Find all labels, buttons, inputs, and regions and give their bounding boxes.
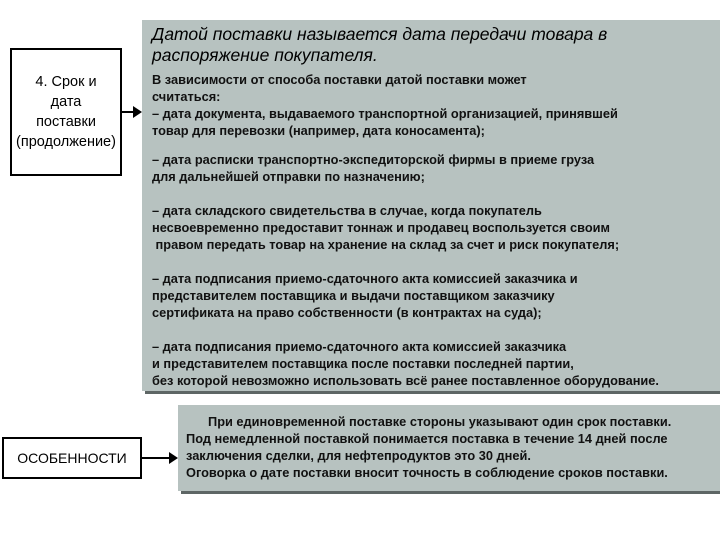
paragraph-line: – дата подписания приемо-сдаточного акта комиссией заказчика xyxy=(152,339,567,354)
section-label-line: поставки xyxy=(36,114,96,130)
features-line: Под немедленной поставкой понимается поставка в течение 14 дней после xyxy=(186,431,668,446)
paragraph-line: считаться: xyxy=(152,89,221,104)
features-label: ОСОБЕННОСТИ xyxy=(17,450,127,466)
section-label xyxy=(16,72,116,152)
heading-line: Датой поставки называется дата передачи товара в xyxy=(152,24,608,44)
section-label-line: дата xyxy=(50,94,82,110)
main-content-panel xyxy=(142,20,720,391)
arrow-right-icon xyxy=(169,452,178,464)
paragraph-line: для дальнейшей отправки по назначению; xyxy=(152,169,425,184)
paragraph-line: и представителем поставщика после поставки последней партии, xyxy=(152,356,574,371)
paragraph-line: без которой невозможно использовать всё ранее поставленное оборудование. xyxy=(152,373,659,388)
section-label-box xyxy=(10,48,122,176)
paragraph-acceptance-equipment xyxy=(152,338,720,389)
paragraph-warehouse xyxy=(152,202,720,253)
section-label-line: 4. Срок и xyxy=(35,74,97,90)
paragraph-line: – дата документа, выдаваемого транспортной организацией, принявшей xyxy=(152,106,618,121)
paragraph-intro xyxy=(152,71,720,139)
paragraph-line: несвоевременно предоставит тоннаж и продавец воспользуется своим xyxy=(152,220,611,235)
paragraph-line: сертификата на право собственности (в контрактах на суда); xyxy=(152,305,542,320)
paragraph-acceptance-ships xyxy=(152,270,720,321)
heading-line: распоряжение покупателя. xyxy=(152,45,378,65)
arrow-right-icon xyxy=(133,106,142,118)
features-line: При единовременной поставке стороны указывают один срок поставки. xyxy=(208,414,672,429)
section-label-line: (продолжение) xyxy=(16,134,116,150)
paragraph-line: – дата подписания приемо-сдаточного акта комиссией заказчика и xyxy=(152,271,578,286)
paragraph-line: товар для перевозки (например, дата коносамента); xyxy=(152,123,485,138)
features-label-box xyxy=(2,437,142,479)
features-line: Оговорка о дате поставки вносит точность в соблюдение сроков поставки. xyxy=(186,465,668,480)
paragraph-line: В зависимости от способа поставки датой поставки может xyxy=(152,72,527,87)
paragraph-line: правом передать товар на хранение на склад за счет и риск покупателя; xyxy=(152,237,620,252)
paragraph-receipt xyxy=(152,151,720,185)
features-line: заключения сделки, для нефтепродуктов это 30 дней. xyxy=(186,448,531,463)
paragraph-line: представителем поставщика и выдачи поставщиком заказчику xyxy=(152,288,555,303)
definition-heading xyxy=(152,24,720,66)
features-content-panel xyxy=(178,405,720,491)
arrow-line-bottom xyxy=(142,457,170,459)
paragraph-line: – дата складского свидетельства в случае, когда покупатель xyxy=(152,203,542,218)
paragraph-line: – дата расписки транспортно-экспедиторской фирмы в приеме груза xyxy=(152,152,595,167)
